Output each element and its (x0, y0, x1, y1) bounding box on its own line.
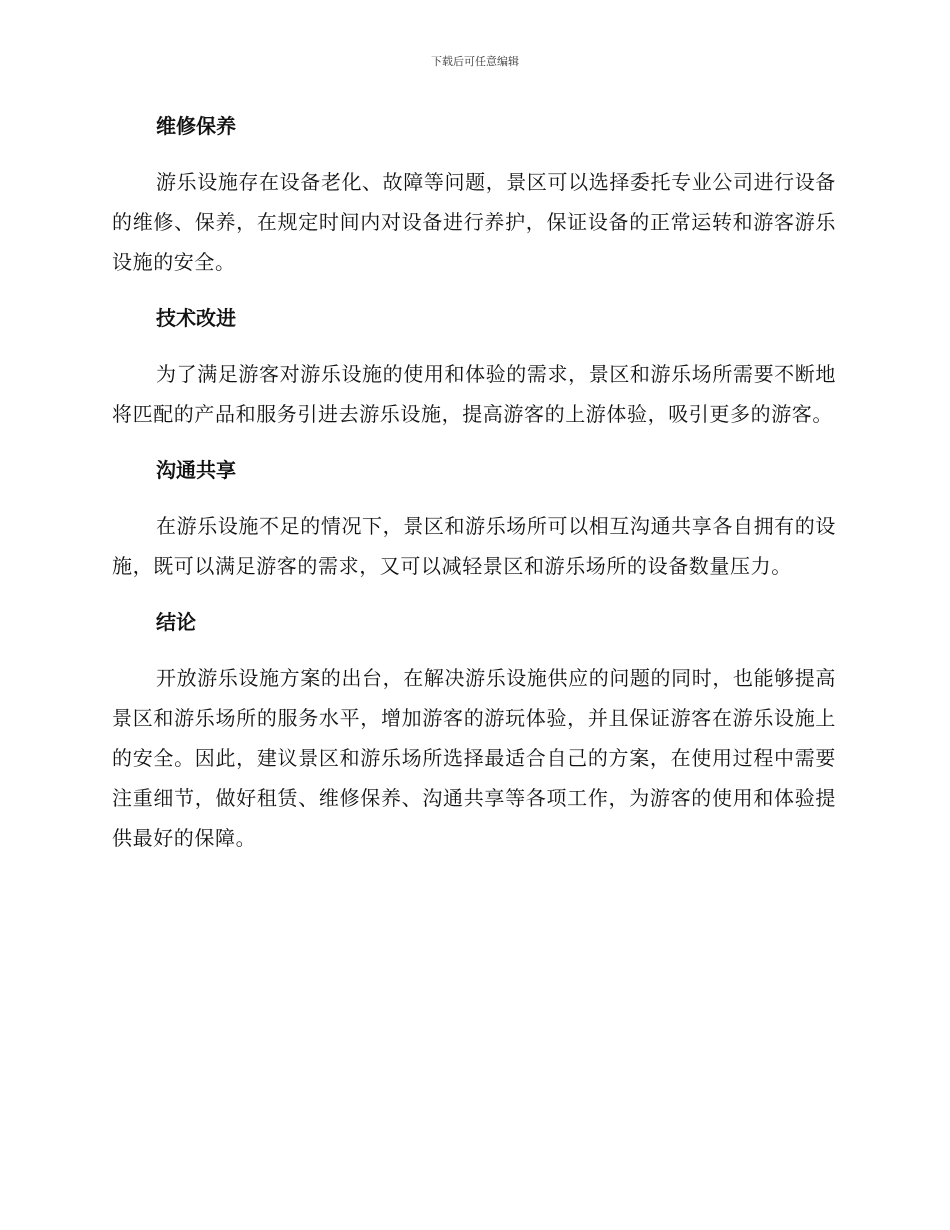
section-conclusion (112, 604, 836, 858)
section-heading: 技术改进 (156, 306, 236, 330)
section-tech-improvement (112, 300, 836, 434)
section-paragraph: 开放游乐设施方案的出台，在解决游乐设施供应的问题的同时，也能够提高景区和游乐场所的服务水平，增加游客的游玩体验，并且保证游客在游乐设施上的安全。因此，建议景区和游乐场所选择最适合自己的方案，在使用过程中需要注重细节，做好租赁、维修保养、沟通共享等各项工作，为游客的使用和体验提供最好的保障。 (112, 666, 836, 850)
page-header: 下载后可任意编辑 (431, 55, 519, 68)
document-body (112, 108, 836, 876)
section-paragraph: 在游乐设施不足的情况下，景区和游乐场所可以相互沟通共享各自拥有的设施，既可以满足游客的需求，又可以减轻景区和游乐场所的设备数量压力。 (112, 514, 836, 578)
section-communication-sharing (112, 452, 836, 586)
section-heading: 结论 (156, 610, 196, 634)
section-paragraph: 为了满足游客对游乐设施的使用和体验的需求，景区和游乐场所需要不断地将匹配的产品和服务引进去游乐设施，提高游客的上游体验，吸引更多的游客。 (112, 362, 836, 426)
section-maintenance (112, 108, 836, 282)
section-paragraph: 游乐设施存在设备老化、故障等问题，景区可以选择委托专业公司进行设备的维修、保养，在规定时间内对设备进行养护，保证设备的正常运转和游客游乐设施的安全。 (112, 170, 836, 274)
section-heading: 沟通共享 (156, 458, 236, 482)
section-heading: 维修保养 (156, 114, 236, 138)
